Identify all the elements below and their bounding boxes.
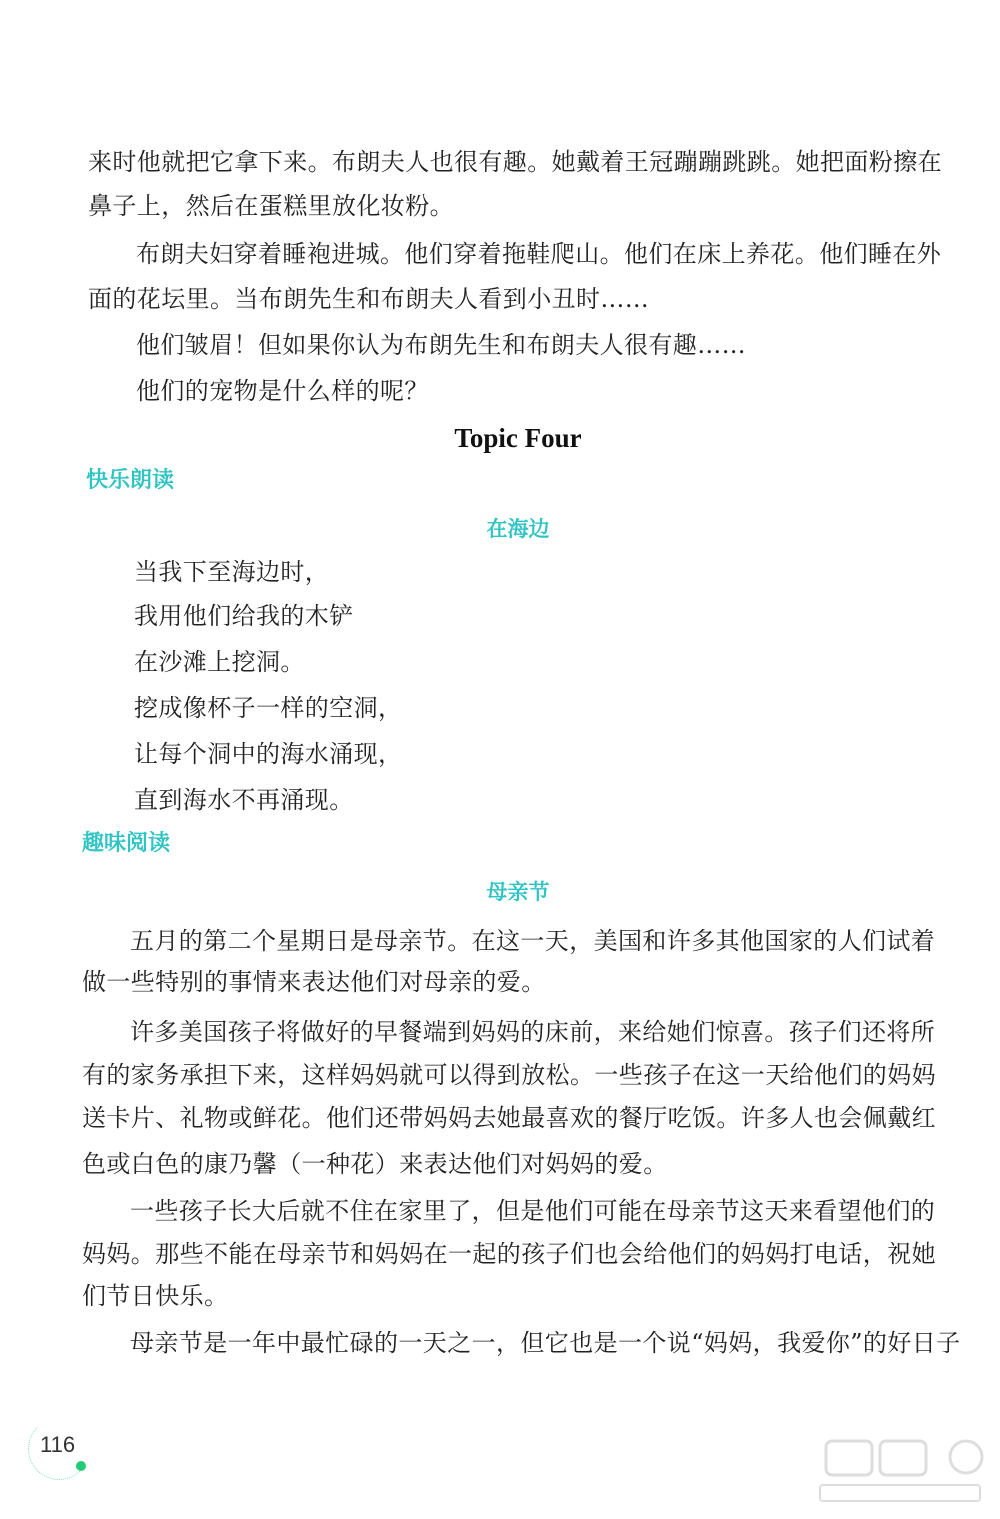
article-text-line: 色或白色的康乃馨（一种花）来表达他们对妈妈的爱。 (82, 1150, 668, 1178)
body-text-line: 布朗夫妇穿着睡袍进城。他们穿着拖鞋爬山。他们在床上养花。他们睡在外 (136, 240, 942, 268)
article-text-line: 们节日快乐。 (82, 1282, 229, 1310)
watermark-logo (816, 1421, 986, 1511)
section-label-fun-reading: 趣味阅读 (82, 831, 171, 856)
article-title: 母亲节 (486, 880, 550, 904)
section-label-happy-reading: 快乐朗读 (86, 468, 175, 493)
body-text-line: 来时他就把它拿下来。布朗夫人也很有趣。她戴着王冠蹦蹦跳跳。她把面粉擦在 (88, 148, 942, 176)
body-text-line: 他们皱眉！但如果你认为布朗先生和布朗夫人很有趣…… (136, 331, 746, 359)
body-text-line: 面的花坛里。当布朗先生和布朗夫人看到小丑时…… (88, 285, 650, 313)
article-text-line: 一些孩子长大后就不住在家里了，但是他们可能在母亲节这天来看望他们的 (130, 1197, 936, 1225)
poem-line: 在沙滩上挖洞。 (134, 648, 305, 676)
topic-title: Topic Four (454, 423, 582, 453)
page-number-dot (76, 1461, 86, 1471)
article-text-line: 妈妈。那些不能在母亲节和妈妈在一起的孩子们也会给他们的妈妈打电话，祝她 (82, 1240, 936, 1268)
poem-line: 直到海水不再涌现。 (134, 786, 354, 814)
poem-line: 我用他们给我的木铲 (134, 602, 354, 630)
page-number: 116 (40, 1432, 76, 1457)
article-text-line: 送卡片、礼物或鲜花。他们还带妈妈去她最喜欢的餐厅吃饭。许多人也会佩戴红 (82, 1104, 936, 1132)
article-text-line: 许多美国孩子将做好的早餐端到妈妈的床前，来给她们惊喜。孩子们还将所 (130, 1018, 936, 1046)
article-text-line: 有的家务承担下来，这样妈妈就可以得到放松。一些孩子在这一天给他们的妈妈 (82, 1061, 936, 1089)
article-text-line: 母亲节是一年中最忙碌的一天之一，但它也是一个说“妈妈，我爱你”的好日子 (130, 1329, 961, 1357)
body-text-line: 鼻子上，然后在蛋糕里放化妆粉。 (88, 192, 454, 220)
poem-line: 挖成像杯子一样的空洞， (134, 694, 403, 722)
poem-line: 当我下至海边时， (134, 558, 330, 586)
article-text-line: 做一些特别的事情来表达他们对母亲的爱。 (82, 968, 546, 996)
body-text-line: 他们的宠物是什么样的呢？ (136, 377, 429, 405)
poem-line: 让每个洞中的海水涌现， (134, 740, 403, 768)
poem-title: 在海边 (486, 517, 550, 541)
article-text-line: 五月的第二个星期日是母亲节。在这一天，美国和许多其他国家的人们试着 (130, 927, 936, 955)
